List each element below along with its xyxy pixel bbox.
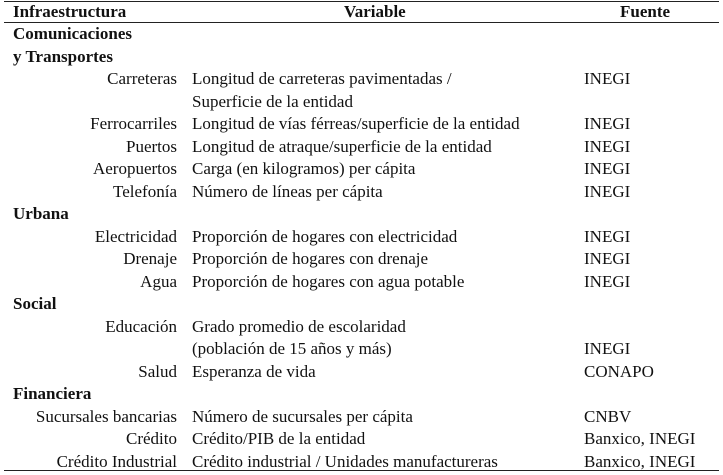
variable-cell — [192, 316, 406, 361]
header-fuente: Fuente — [620, 2, 671, 21]
variable-cell — [192, 248, 428, 271]
variable-line: Carga (en kilogramos) per cápita — [192, 159, 416, 178]
table-body — [0, 23, 723, 473]
section-title-line: y Transportes — [13, 46, 113, 66]
header-infraestructura: Infraestructura — [13, 2, 127, 21]
section-header-row — [0, 293, 723, 316]
infraestructura-cell: Crédito Industrial — [56, 451, 177, 471]
section-header-row — [0, 23, 723, 68]
fuente-cell: INEGI — [584, 271, 631, 291]
variable-cell — [192, 68, 452, 113]
table-row — [0, 158, 723, 181]
table-row — [0, 113, 723, 136]
fuente-cell: Banxico, INEGI — [584, 451, 696, 471]
table-row — [0, 68, 723, 113]
table-row — [0, 406, 723, 429]
fuente-cell: CONAPO — [584, 361, 654, 381]
table-row — [0, 271, 723, 294]
variable-line: Longitud de carreteras pavimentadas / — [192, 69, 452, 88]
infraestructura-cell: Electricidad — [94, 226, 177, 246]
section-title — [13, 383, 91, 406]
fuente-cell: Banxico, INEGI — [584, 429, 696, 448]
variable-line: Superficie de la entidad — [192, 91, 353, 111]
table-row — [0, 248, 723, 271]
table-row — [0, 226, 723, 249]
variable-cell — [192, 113, 520, 136]
variable-cell — [192, 226, 457, 249]
header-variable: Variable — [344, 2, 406, 21]
fuente-cell: INEGI — [584, 114, 631, 133]
section-header-row — [0, 203, 723, 226]
table-row — [0, 316, 723, 361]
infraestructura-cell: Educación — [105, 316, 177, 336]
section-title-line: Urbana — [13, 204, 69, 223]
section-header-row — [0, 383, 723, 406]
variable-cell — [192, 181, 383, 204]
section-title — [13, 293, 56, 316]
section-title-line: Comunicaciones — [13, 24, 132, 43]
table-row — [0, 136, 723, 159]
variable-line: Crédito/PIB de la entidad — [192, 429, 366, 448]
variable-cell — [192, 136, 492, 159]
infraestructura-cell: Salud — [138, 361, 177, 381]
table-row — [0, 361, 723, 384]
variable-line: Crédito industrial / Unidades manufactureras — [192, 451, 498, 471]
variable-cell — [192, 406, 413, 429]
variable-line: Proporción de hogares con drenaje — [192, 249, 429, 268]
variable-line: Número de líneas per cápita — [192, 181, 383, 201]
infraestructura-cell: Agua — [140, 271, 177, 291]
section-title-line: Social — [13, 294, 57, 313]
infraestructura-cell: Crédito — [126, 429, 177, 448]
fuente-cell: INEGI — [584, 69, 631, 88]
variable-line: Proporción de hogares con agua potable — [192, 271, 465, 291]
fuente-cell: INEGI — [584, 136, 631, 156]
fuente-cell: INEGI — [584, 226, 631, 246]
variable-line: Esperanza de vida — [192, 361, 316, 381]
bottom-rule — [4, 470, 719, 471]
infraestructura-cell: Aeropuertos — [92, 159, 177, 178]
fuente-cell: CNBV — [584, 406, 632, 426]
variable-cell — [192, 158, 415, 181]
variable-cell — [192, 271, 464, 294]
variable-line: Número de sucursales per cápita — [192, 406, 413, 426]
infraestructura-cell: Sucursales bancarias — [35, 406, 177, 426]
variable-line: (población de 15 años y más) — [192, 339, 392, 358]
section-title — [13, 23, 132, 68]
table-row — [0, 428, 723, 451]
infraestructura-cell: Puertos — [126, 136, 177, 156]
infraestructura-cell: Telefonía — [113, 181, 177, 201]
variable-cell — [192, 361, 316, 384]
table-row — [0, 181, 723, 204]
infraestructura-cell: Drenaje — [123, 249, 177, 268]
infraestructura-cell: Ferrocarriles — [90, 114, 177, 133]
variable-line: Longitud de atraque/superficie de la entidad — [192, 136, 492, 156]
variable-line: Proporción de hogares con electricidad — [192, 226, 458, 246]
section-title-line: Financiera — [13, 384, 92, 403]
fuente-cell: INEGI — [584, 159, 631, 178]
fuente-cell: INEGI — [584, 181, 631, 201]
fuente-cell: INEGI — [584, 339, 631, 358]
variable-cell — [192, 428, 365, 451]
variable-line: Longitud de vías férreas/superficie de la entidad — [192, 114, 520, 133]
section-title — [13, 203, 69, 226]
fuente-cell: INEGI — [584, 249, 631, 268]
variable-line: Grado promedio de escolaridad — [192, 316, 406, 336]
infraestructura-cell: Carreteras — [107, 69, 177, 88]
